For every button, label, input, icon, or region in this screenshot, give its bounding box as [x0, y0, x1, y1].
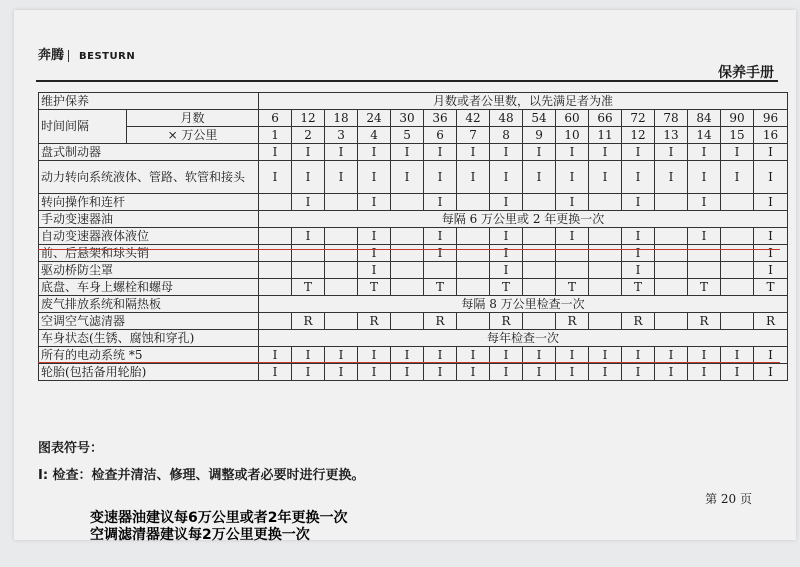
schedule-cell: R: [688, 313, 721, 330]
schedule-cell: I: [622, 262, 655, 279]
schedule-cell: I: [358, 161, 391, 194]
schedule-cell: I: [655, 364, 688, 381]
km-value: 2: [292, 127, 325, 144]
highlight-line-ac-filter: [38, 362, 780, 363]
header-rule: [36, 80, 778, 82]
km-value: 9: [523, 127, 556, 144]
schedule-cell: [259, 313, 292, 330]
schedule-cell: I: [424, 161, 457, 194]
month-value: 78: [655, 110, 688, 127]
month-value: 24: [358, 110, 391, 127]
schedule-cell: [655, 194, 688, 211]
schedule-cell: T: [358, 279, 391, 296]
km-value: 10: [556, 127, 589, 144]
schedule-cell: I: [457, 161, 490, 194]
schedule-cell: I: [325, 364, 358, 381]
brand-header: [38, 44, 135, 63]
caption-line-2: 空调滤清器建议每2万公里更换一次: [90, 527, 310, 543]
header-row-1: [39, 93, 788, 110]
schedule-cell: I: [622, 364, 655, 381]
schedule-cell: I: [358, 144, 391, 161]
schedule-item: 底盘、车身上螺栓和螺母: [39, 279, 259, 296]
month-value: 48: [490, 110, 523, 127]
schedule-cell: I: [688, 194, 721, 211]
month-value: 60: [556, 110, 589, 127]
schedule-cell: I: [721, 161, 754, 194]
schedule-cell: I: [556, 161, 589, 194]
schedule-cell: I: [556, 228, 589, 245]
schedule-cell: [457, 262, 490, 279]
schedule-cell: [523, 313, 556, 330]
manual-title: 保养手册: [718, 65, 774, 81]
schedule-cell: [589, 279, 622, 296]
month-value: 30: [391, 110, 424, 127]
schedule-cell: [325, 194, 358, 211]
schedule-cell: [721, 279, 754, 296]
header-row-months: [39, 110, 788, 127]
schedule-cell: R: [754, 313, 788, 330]
schedule-row: [39, 194, 788, 211]
schedule-cell: R: [622, 313, 655, 330]
schedule-cell: I: [457, 347, 490, 364]
schedule-cell: I: [292, 161, 325, 194]
schedule-cell: R: [358, 313, 391, 330]
schedule-cell: I: [622, 347, 655, 364]
schedule-row: [39, 245, 788, 262]
schedule-cell: I: [292, 347, 325, 364]
schedule-cell: I: [292, 144, 325, 161]
schedule-cell: I: [424, 245, 457, 262]
schedule-cell: R: [556, 313, 589, 330]
schedule-cell: R: [424, 313, 457, 330]
schedule-cell: [391, 279, 424, 296]
month-value: 42: [457, 110, 490, 127]
schedule-cell: I: [622, 194, 655, 211]
schedule-note: 每隔 8 万公里检查一次: [259, 296, 788, 313]
schedule-cell: [292, 262, 325, 279]
schedule-row: [39, 330, 788, 347]
schedule-row: [39, 313, 788, 330]
schedule-cell: [589, 228, 622, 245]
schedule-row: [39, 262, 788, 279]
schedule-cell: [457, 245, 490, 262]
schedule-cell: T: [292, 279, 325, 296]
schedule-cell: I: [622, 228, 655, 245]
span-title: 月数或者公里数，以先满足者为准: [259, 93, 788, 110]
schedule-cell: [325, 262, 358, 279]
schedule-cell: [523, 262, 556, 279]
schedule-cell: [523, 279, 556, 296]
schedule-cell: [589, 194, 622, 211]
schedule-cell: I: [259, 161, 292, 194]
highlight-line-transmission: [38, 249, 780, 250]
schedule-cell: [391, 262, 424, 279]
schedule-cell: I: [655, 347, 688, 364]
schedule-cell: [523, 228, 556, 245]
schedule-cell: I: [490, 245, 523, 262]
schedule-cell: I: [391, 347, 424, 364]
schedule-cell: I: [424, 194, 457, 211]
km-value: 14: [688, 127, 721, 144]
schedule-cell: [721, 262, 754, 279]
schedule-cell: I: [589, 347, 622, 364]
schedule-cell: I: [721, 347, 754, 364]
schedule-cell: [688, 245, 721, 262]
legend-title: 图表符号：: [38, 441, 104, 456]
km-value: 5: [391, 127, 424, 144]
brand-divider: [68, 50, 69, 62]
brand-en: BESTURN: [79, 51, 136, 62]
schedule-cell: [259, 262, 292, 279]
schedule-cell: I: [622, 245, 655, 262]
schedule-item: 驱动桥防尘罩: [39, 262, 259, 279]
schedule-cell: I: [556, 194, 589, 211]
month-value: 12: [292, 110, 325, 127]
schedule-cell: I: [688, 228, 721, 245]
month-value: 54: [523, 110, 556, 127]
schedule-cell: I: [523, 161, 556, 194]
schedule-cell: [391, 194, 424, 211]
schedule-cell: [457, 279, 490, 296]
schedule-row: [39, 364, 788, 381]
schedule-cell: [325, 245, 358, 262]
schedule-cell: [325, 279, 358, 296]
schedule-cell: T: [688, 279, 721, 296]
schedule-cell: I: [688, 364, 721, 381]
schedule-cell: [688, 262, 721, 279]
schedule-row: [39, 347, 788, 364]
schedule-item: 车身状态(生锈、腐蚀和穿孔): [39, 330, 259, 347]
schedule-cell: [259, 194, 292, 211]
schedule-cell: [292, 245, 325, 262]
schedule-cell: [259, 279, 292, 296]
schedule-cell: I: [754, 364, 788, 381]
schedule-cell: [325, 228, 358, 245]
schedule-cell: I: [457, 144, 490, 161]
schedule-cell: I: [556, 364, 589, 381]
km-value: 1: [259, 127, 292, 144]
schedule-cell: [589, 245, 622, 262]
schedule-cell: I: [556, 144, 589, 161]
km-value: 12: [622, 127, 655, 144]
schedule-cell: I: [490, 228, 523, 245]
schedule-cell: I: [589, 364, 622, 381]
schedule-item: 所有的电动系统 *5: [39, 347, 259, 364]
schedule-cell: [523, 194, 556, 211]
schedule-cell: [391, 313, 424, 330]
schedule-cell: T: [754, 279, 788, 296]
schedule-cell: [721, 245, 754, 262]
schedule-cell: [655, 245, 688, 262]
header-row-km: [39, 127, 788, 144]
caption-line-1: 变速器油建议每6万公里或者2年更换一次: [90, 510, 348, 526]
corner-top: 维护保养: [39, 93, 259, 110]
schedule-note: 每隔 6 万公里或 2 年更换一次: [259, 211, 788, 228]
schedule-cell: I: [754, 262, 788, 279]
schedule-cell: I: [457, 364, 490, 381]
schedule-cell: [457, 228, 490, 245]
km-value: 11: [589, 127, 622, 144]
schedule-cell: I: [490, 262, 523, 279]
schedule-row: [39, 161, 788, 194]
schedule-cell: I: [358, 262, 391, 279]
km-value: 8: [490, 127, 523, 144]
km-value: 7: [457, 127, 490, 144]
schedule-item: 空调空气滤清器: [39, 313, 259, 330]
schedule-cell: I: [490, 364, 523, 381]
schedule-cell: I: [358, 228, 391, 245]
schedule-cell: I: [358, 347, 391, 364]
schedule-cell: I: [391, 144, 424, 161]
schedule-note: 每年检查一次: [259, 330, 788, 347]
schedule-cell: I: [490, 161, 523, 194]
schedule-cell: I: [391, 364, 424, 381]
schedule-cell: I: [424, 347, 457, 364]
corner-bottom: 时间间隔: [39, 110, 127, 144]
schedule-cell: I: [424, 364, 457, 381]
schedule-cell: I: [688, 161, 721, 194]
schedule-row: [39, 296, 788, 313]
schedule-cell: I: [490, 144, 523, 161]
schedule-cell: I: [523, 144, 556, 161]
schedule-cell: [457, 194, 490, 211]
maintenance-schedule-table: [38, 92, 788, 381]
schedule-item: 动力转向系统液体、管路、软管和接头: [39, 161, 259, 194]
schedule-cell: [556, 262, 589, 279]
schedule-cell: I: [622, 161, 655, 194]
schedule-cell: I: [358, 364, 391, 381]
km-value: 13: [655, 127, 688, 144]
month-value: 96: [754, 110, 788, 127]
months-label: 月数: [127, 110, 259, 127]
schedule-cell: I: [259, 144, 292, 161]
month-value: 6: [259, 110, 292, 127]
schedule-cell: I: [721, 144, 754, 161]
km-value: 4: [358, 127, 391, 144]
schedule-cell: [721, 313, 754, 330]
brand-cn: 奔腾: [38, 48, 65, 63]
schedule-cell: [655, 262, 688, 279]
legend-text: I: 检查：检查并清洁、修理、调整或者必要时进行更换。: [38, 468, 365, 483]
schedule-cell: I: [259, 364, 292, 381]
schedule-cell: I: [523, 364, 556, 381]
schedule-cell: I: [490, 347, 523, 364]
schedule-cell: [391, 228, 424, 245]
schedule-item: 自动变速器液体液位: [39, 228, 259, 245]
schedule-cell: I: [622, 144, 655, 161]
schedule-cell: [259, 228, 292, 245]
schedule-cell: [523, 245, 556, 262]
schedule-row: [39, 228, 788, 245]
month-value: 72: [622, 110, 655, 127]
schedule-cell: [457, 313, 490, 330]
month-value: 90: [721, 110, 754, 127]
month-value: 36: [424, 110, 457, 127]
schedule-row: [39, 211, 788, 228]
schedule-cell: I: [358, 194, 391, 211]
month-value: 18: [325, 110, 358, 127]
schedule-cell: T: [424, 279, 457, 296]
schedule-cell: R: [490, 313, 523, 330]
schedule-cell: I: [589, 161, 622, 194]
schedule-cell: I: [754, 245, 788, 262]
schedule-cell: I: [391, 161, 424, 194]
schedule-cell: I: [523, 347, 556, 364]
schedule-cell: [589, 262, 622, 279]
schedule-cell: [589, 313, 622, 330]
schedule-cell: I: [259, 347, 292, 364]
schedule-cell: I: [589, 144, 622, 161]
schedule-cell: I: [754, 161, 788, 194]
schedule-cell: I: [490, 194, 523, 211]
schedule-cell: [721, 194, 754, 211]
schedule-cell: I: [325, 161, 358, 194]
schedule-cell: [721, 228, 754, 245]
schedule-item: 转向操作和连杆: [39, 194, 259, 211]
schedule-cell: T: [490, 279, 523, 296]
schedule-item: 盘式制动器: [39, 144, 259, 161]
schedule-cell: I: [292, 364, 325, 381]
schedule-cell: I: [358, 245, 391, 262]
schedule-cell: I: [556, 347, 589, 364]
schedule-cell: I: [655, 161, 688, 194]
schedule-cell: I: [754, 347, 788, 364]
schedule-item: 手动变速器油: [39, 211, 259, 228]
schedule-cell: R: [292, 313, 325, 330]
schedule-row: [39, 279, 788, 296]
schedule-cell: I: [721, 364, 754, 381]
schedule-cell: I: [655, 144, 688, 161]
schedule-cell: [655, 313, 688, 330]
schedule-cell: I: [424, 228, 457, 245]
schedule-cell: [655, 279, 688, 296]
schedule-cell: [424, 262, 457, 279]
schedule-item: 废气排放系统和隔热板: [39, 296, 259, 313]
schedule-cell: I: [754, 228, 788, 245]
schedule-row: [39, 144, 788, 161]
km-value: 16: [754, 127, 788, 144]
schedule-cell: [556, 245, 589, 262]
schedule-cell: I: [424, 144, 457, 161]
schedule-cell: I: [325, 144, 358, 161]
km-value: 15: [721, 127, 754, 144]
month-value: 84: [688, 110, 721, 127]
schedule-item: 前、后悬架和球头销: [39, 245, 259, 262]
schedule-cell: I: [754, 144, 788, 161]
schedule-cell: I: [754, 194, 788, 211]
km-value: 3: [325, 127, 358, 144]
schedule-cell: [391, 245, 424, 262]
schedule-item: 轮胎(包括备用轮胎): [39, 364, 259, 381]
schedule-cell: I: [292, 194, 325, 211]
caption: [90, 510, 347, 544]
schedule-cell: T: [622, 279, 655, 296]
km-label: × 万公里: [127, 127, 259, 144]
km-value: 6: [424, 127, 457, 144]
schedule-cell: [259, 245, 292, 262]
schedule-cell: T: [556, 279, 589, 296]
schedule-cell: I: [292, 228, 325, 245]
schedule-cell: I: [688, 347, 721, 364]
page-number: 第 20 页: [705, 492, 752, 506]
schedule-cell: [655, 228, 688, 245]
schedule-cell: [325, 313, 358, 330]
month-value: 66: [589, 110, 622, 127]
schedule-cell: I: [688, 144, 721, 161]
schedule-cell: I: [325, 347, 358, 364]
